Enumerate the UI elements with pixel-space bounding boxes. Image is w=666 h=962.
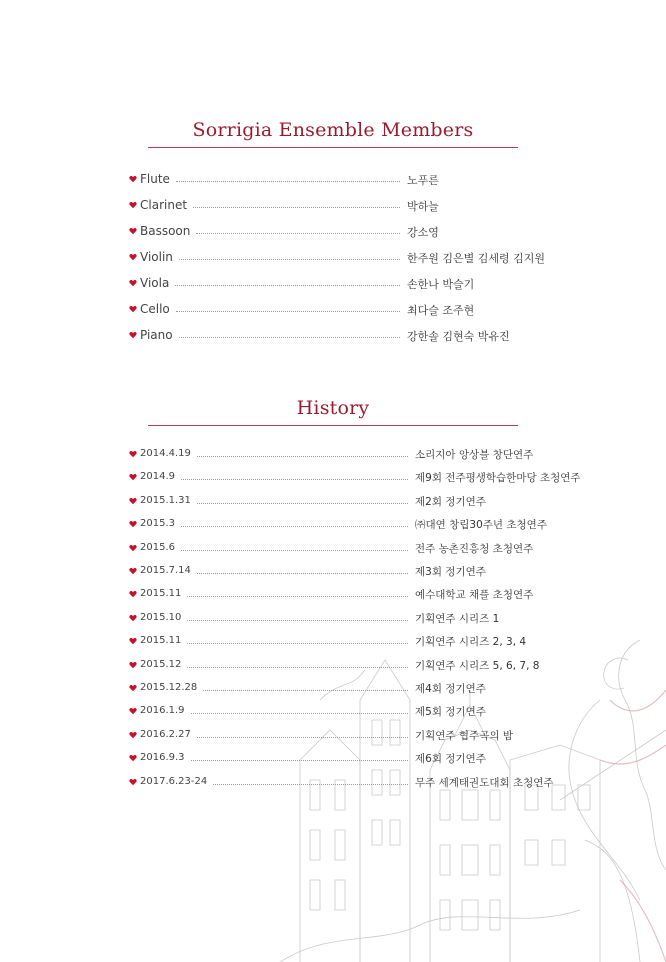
history-event: 전주 농촌진흥청 초청연주 — [415, 542, 534, 555]
list-item — [0, 224, 666, 240]
history-event: 제4회 정기연주 — [415, 683, 486, 695]
history-date: 2015.12 — [140, 658, 182, 670]
instrument-label: Flute — [140, 172, 170, 186]
dotted-leader — [181, 550, 408, 551]
heart-icon — [129, 279, 137, 287]
dotted-leader — [197, 456, 408, 457]
list-item — [0, 250, 666, 266]
list-item — [0, 302, 666, 318]
list-item — [0, 681, 666, 697]
heart-icon — [129, 331, 137, 339]
history-date: 2016.2.27 — [140, 728, 191, 740]
history-event: 예수대학교 채플 초청연주 — [415, 589, 534, 602]
list-item — [0, 634, 666, 650]
history-event: 기획연주 시리즈 5, 6, 7, 8 — [415, 659, 540, 672]
instrument-label: Clarinet — [140, 198, 188, 212]
dotted-leader — [187, 620, 408, 621]
list-item — [0, 494, 666, 510]
dotted-leader — [191, 760, 408, 761]
dotted-leader — [197, 737, 408, 738]
list-item — [0, 517, 666, 533]
history-event: 무주 세계태권도대회 초청연주 — [415, 776, 554, 789]
heart-icon — [129, 253, 137, 261]
heart-icon — [129, 450, 137, 458]
dotted-leader — [179, 337, 400, 338]
member-names: 강소영 — [407, 226, 439, 239]
list-item — [0, 276, 666, 292]
history-date: 2014.9 — [140, 471, 175, 483]
history-date: 2015.6 — [140, 541, 175, 553]
heart-icon — [129, 305, 137, 313]
list-item — [0, 328, 666, 344]
history-date: 2014.4.19 — [140, 448, 191, 459]
dotted-leader — [213, 784, 408, 785]
list-item — [0, 611, 666, 627]
list-item — [0, 658, 666, 674]
heart-icon — [129, 731, 137, 739]
heart-icon — [129, 497, 137, 505]
instrument-label: Piano — [140, 328, 173, 342]
list-item — [0, 541, 666, 557]
list-item — [0, 728, 666, 744]
member-names: 박하늘 — [407, 200, 439, 213]
heart-icon — [129, 227, 137, 235]
instrument-label: Violin — [140, 250, 173, 264]
member-names: 강한솔 김현숙 박유진 — [407, 330, 510, 343]
dotted-leader — [187, 643, 408, 644]
list-item — [0, 704, 666, 720]
list-item — [0, 172, 666, 188]
member-names: 손한나 박슬기 — [407, 278, 475, 291]
heart-icon — [129, 754, 137, 762]
heart-icon — [129, 637, 137, 645]
member-names: 노푸른 — [407, 174, 439, 187]
dotted-leader — [193, 207, 400, 208]
history-event: ㈜대연 창립30주년 초청연주 — [415, 519, 547, 532]
history-event: 제9회 전주평생학습한마당 초청연주 — [415, 472, 581, 485]
history-event: 제5회 정기연주 — [415, 706, 486, 719]
history-date: 2015.12.28 — [140, 682, 198, 693]
dotted-leader — [181, 479, 408, 480]
history-event: 기획연주 협주곡의 밤 — [415, 729, 513, 742]
history-event: 기획연주 시리즈 1 — [415, 612, 500, 625]
members-title-divider — [148, 147, 518, 148]
heart-icon — [129, 614, 137, 622]
heart-icon — [129, 661, 137, 669]
instrument-label: Cello — [140, 302, 170, 316]
history-date: 2015.7.14 — [140, 565, 191, 576]
dotted-leader — [187, 667, 408, 668]
members-section-title: Sorrigia Ensemble Members — [192, 119, 474, 141]
dotted-leader — [196, 233, 400, 234]
member-names: 최다슬 조주현 — [407, 304, 475, 317]
list-item — [0, 775, 666, 791]
history-date: 2015.10 — [140, 611, 182, 623]
dotted-leader — [197, 503, 408, 504]
heart-icon — [129, 473, 137, 481]
heart-icon — [129, 707, 137, 715]
history-event: 제6회 정기연주 — [415, 753, 486, 766]
list-item — [0, 587, 666, 603]
heart-icon — [129, 544, 137, 552]
list-item — [0, 447, 666, 463]
instrument-label: Viola — [140, 276, 170, 290]
heart-icon — [129, 520, 137, 528]
dotted-leader — [197, 573, 408, 574]
history-event: 제2회 정기연주 — [415, 495, 486, 508]
list-item — [0, 470, 666, 486]
dotted-leader — [181, 526, 408, 527]
heart-icon — [129, 684, 137, 692]
dotted-leader — [176, 181, 400, 182]
history-date: 2015.11 — [140, 588, 182, 600]
history-date: 2015.3 — [140, 518, 175, 530]
history-date: 2016.9.3 — [140, 752, 185, 764]
dotted-leader — [203, 690, 408, 691]
dotted-leader — [187, 596, 408, 597]
heart-icon — [129, 175, 137, 183]
history-title-divider — [148, 425, 518, 426]
list-item — [0, 564, 666, 580]
heart-icon — [129, 778, 137, 786]
history-event: 제3회 정기연주 — [415, 566, 486, 578]
instrument-label: Bassoon — [140, 224, 191, 238]
history-date: 2017.6.23-24 — [140, 775, 208, 787]
dotted-leader — [176, 311, 400, 312]
history-date: 2016.1.9 — [140, 705, 185, 717]
history-event: 기획연주 시리즈 2, 3, 4 — [415, 636, 527, 649]
heart-icon — [129, 590, 137, 598]
history-section-title: History — [296, 397, 370, 419]
heart-icon — [129, 567, 137, 575]
list-item — [0, 751, 666, 767]
dotted-leader — [179, 259, 400, 260]
list-item — [0, 198, 666, 214]
member-names: 한주원 김은별 김세령 김지원 — [407, 252, 546, 265]
history-event: 소리지아 앙상블 창단연주 — [415, 449, 534, 461]
dotted-leader — [191, 713, 408, 714]
heart-icon — [129, 201, 137, 209]
dotted-leader — [175, 285, 400, 286]
history-date: 2015.1.31 — [140, 494, 191, 506]
history-date: 2015.11 — [140, 635, 182, 647]
